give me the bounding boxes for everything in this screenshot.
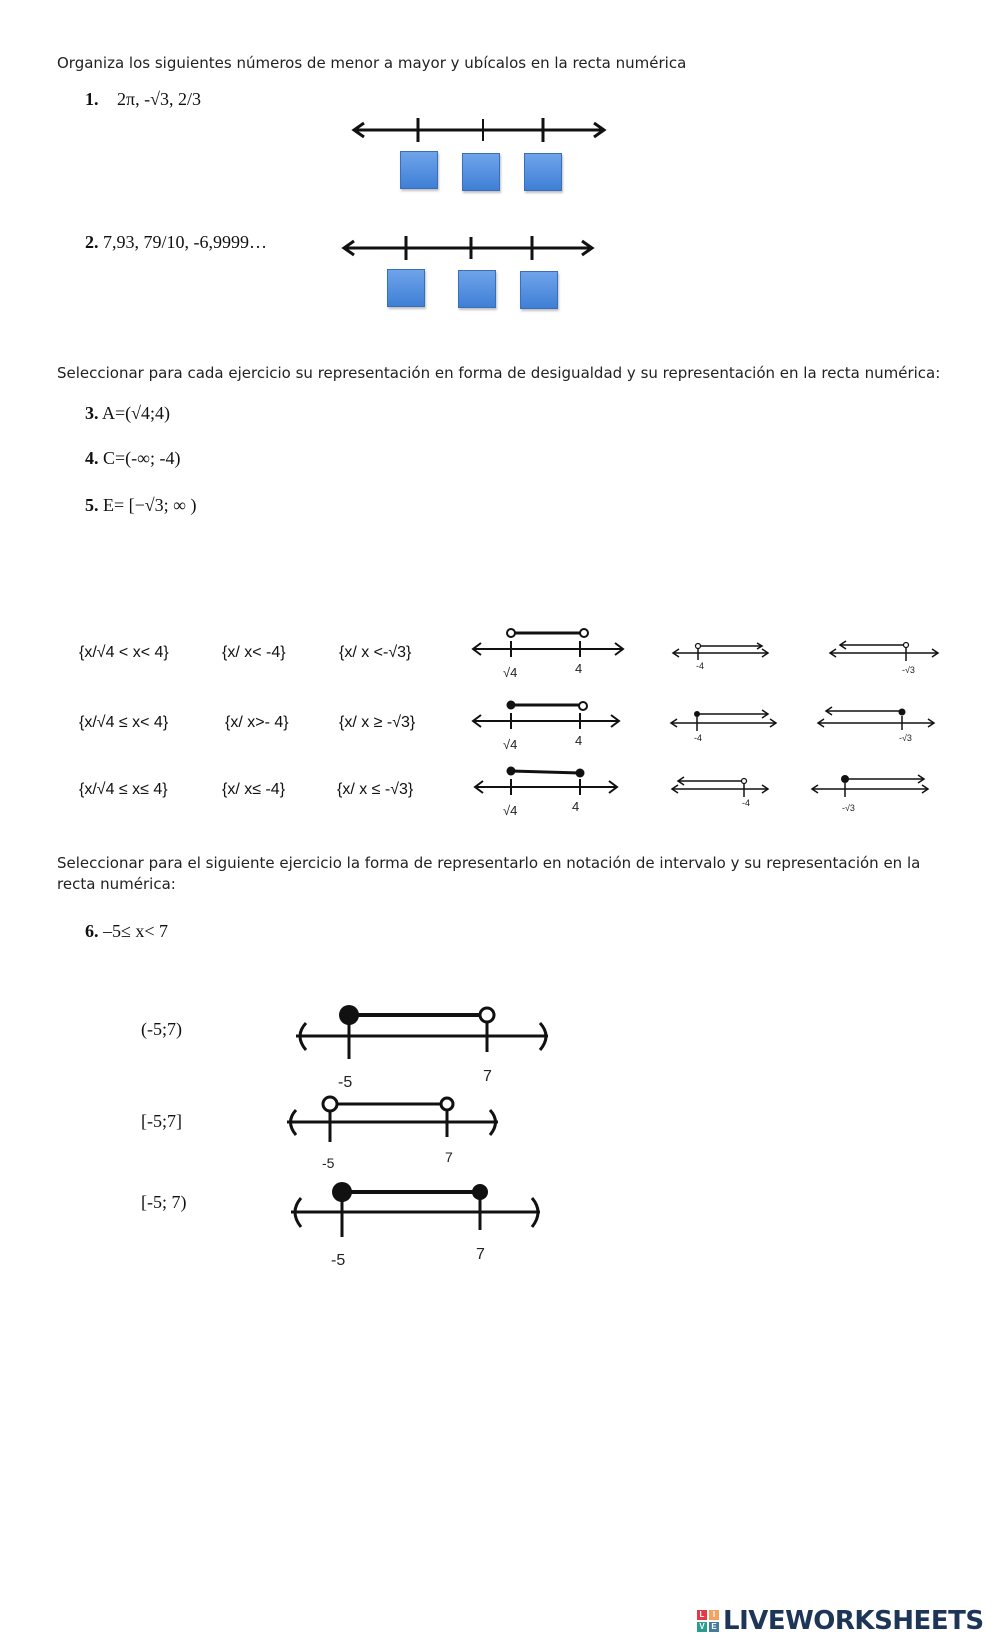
label-negsqrt3-c: -√3	[902, 665, 915, 675]
label-sqrt4-g: √4	[503, 803, 518, 818]
option-x-ge-negsqrt3[interactable]: {x/ x ≥ -√3}	[339, 714, 416, 731]
question-4-number: 4.	[85, 448, 99, 468]
label-neg5-b: -5	[322, 1155, 335, 1171]
label-negsqrt3-f: -√3	[899, 733, 912, 743]
option-sqrt4-le-x-lt-4[interactable]: {x/√4 ≤ x< 4}	[79, 714, 169, 731]
option-x-gt-neg4[interactable]: {x/ x>- 4}	[225, 714, 289, 731]
line-negsqrt3-closed-left[interactable]	[818, 707, 934, 743]
label-neg5-c: -5	[331, 1252, 346, 1269]
label-negsqrt3-i: -√3	[842, 803, 855, 813]
instruction-interval-line1: Seleccionar para el siguiente ejercicio la forma de representarlo en notación de intervalo y su representación en la	[57, 854, 921, 872]
question-1-number: 1.	[85, 89, 99, 109]
label-neg4-e: -4	[694, 733, 703, 743]
question-5-set: E= [−√3; ∞ )	[103, 495, 197, 515]
logo-letter-e: E	[709, 1622, 719, 1632]
label-sqrt4-d: √4	[503, 737, 518, 752]
instruction-ordering: Organiza los siguientes números de menor a mayor y ubícalos en la recta numérica	[57, 54, 687, 72]
logo-letter-i: I	[709, 1610, 719, 1620]
label-7-c: 7	[476, 1246, 485, 1263]
option-x-le-negsqrt3[interactable]: {x/ x ≤ -√3}	[337, 781, 414, 798]
label-neg4-b: -4	[696, 661, 705, 671]
label-neg5-a: -5	[338, 1074, 353, 1091]
line-neg5-closed-7-open[interactable]	[296, 1005, 548, 1091]
logo-letter-l: L	[697, 1610, 707, 1620]
line-sqrt4-closed-4-open[interactable]	[473, 701, 619, 753]
label-4-a: 4	[575, 661, 583, 676]
question-3-set: A=(√4;4)	[102, 403, 171, 423]
question-5	[85, 495, 197, 516]
section3-number-lines	[0, 990, 1000, 1290]
label-7-b: 7	[445, 1149, 453, 1165]
line-sqrt4-open-4-open[interactable]	[473, 629, 623, 680]
liveworksheets-logo	[697, 1606, 984, 1636]
question-1-numbers: 2π, -√3, 2/3	[117, 89, 201, 109]
question-6	[85, 921, 168, 942]
section2-number-lines	[0, 600, 1000, 830]
answer-box-2b[interactable]	[458, 270, 496, 308]
label-4-d: 4	[575, 733, 583, 748]
option-sqrt4-lt-x-lt-4[interactable]: {x/√4 < x< 4}	[79, 644, 169, 661]
option-x-lt-negsqrt3[interactable]: {x/ x <-√3}	[339, 644, 412, 661]
question-4-set: C=(-∞; -4)	[103, 448, 181, 468]
question-3	[85, 403, 170, 424]
instruction-interval-line2: recta numérica:	[57, 875, 176, 893]
label-7-a: 7	[483, 1068, 492, 1085]
line-negsqrt3-open-left[interactable]	[830, 641, 938, 675]
line-neg4-open-left[interactable]	[672, 777, 768, 808]
line-negsqrt3-closed-right[interactable]	[812, 775, 928, 813]
interval-option-open-open[interactable]: (-5;7)	[141, 1019, 182, 1039]
interval-option-closed-open[interactable]: [-5; 7)	[141, 1192, 187, 1212]
question-3-number: 3.	[85, 403, 99, 423]
label-4-g: 4	[572, 799, 580, 814]
answer-box-2c[interactable]	[520, 271, 558, 309]
logo-letter-v: V	[697, 1622, 707, 1632]
line-sqrt4-closed-4-closed[interactable]	[475, 767, 617, 819]
line-neg4-open-right[interactable]	[673, 643, 768, 671]
label-sqrt4-a: √4	[503, 665, 518, 680]
line-neg5-closed-7-closed[interactable]	[291, 1182, 540, 1269]
number-line-2	[0, 0, 1000, 320]
question-6-number: 6.	[85, 921, 99, 941]
instruction-inequality: Seleccionar para cada ejercicio su representación en forma de desigualdad y su representación en la recta numérica:	[57, 364, 941, 382]
logo-grid-icon	[697, 1610, 719, 1632]
option-sqrt4-le-x-le-4[interactable]: {x/√4 ≤ x≤ 4}	[79, 781, 168, 798]
question-5-number: 5.	[85, 495, 99, 515]
line-neg4-closed-right[interactable]	[671, 710, 776, 743]
question-2-number: 2.	[85, 232, 99, 252]
question-6-inequality: –5≤ x< 7	[103, 921, 169, 941]
option-x-lt-neg4[interactable]: {x/ x< -4}	[222, 644, 286, 661]
label-neg4-h: -4	[742, 798, 751, 808]
answer-box-2a[interactable]	[387, 269, 425, 307]
question-4	[85, 448, 180, 469]
logo-text: LIVEWORKSHEETS	[723, 1606, 984, 1636]
option-x-le-neg4[interactable]: {x/ x≤ -4}	[222, 781, 286, 798]
question-2-numbers: 7,93, 79/10, -6,9999…	[103, 232, 267, 252]
line-neg5-open-7-open[interactable]	[287, 1097, 498, 1171]
interval-option-closed-closed[interactable]: [-5;7]	[141, 1111, 182, 1131]
